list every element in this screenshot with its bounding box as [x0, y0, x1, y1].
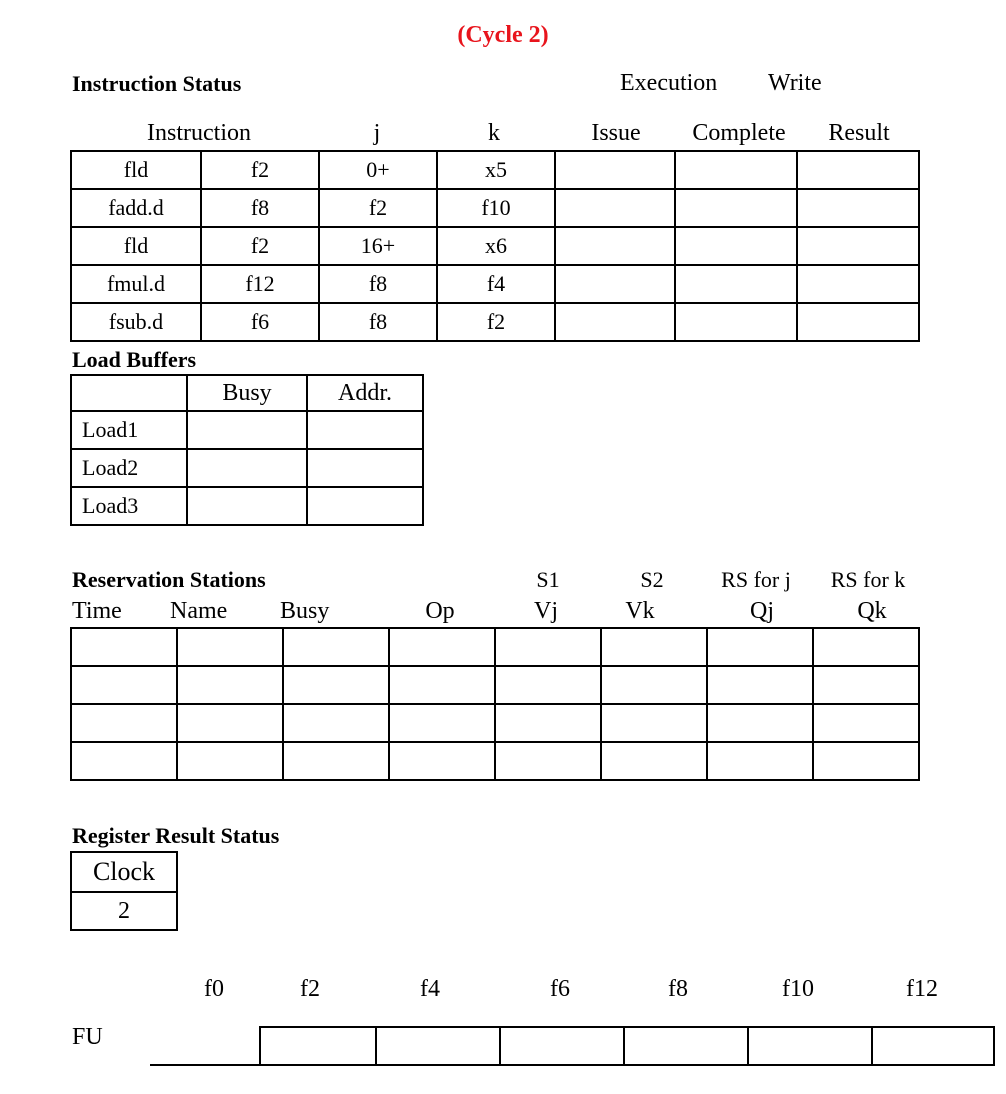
table-row — [71, 227, 919, 265]
result-cell — [797, 227, 919, 265]
table-row — [71, 892, 177, 930]
fu-cell — [150, 1027, 260, 1065]
addr-cell — [307, 411, 423, 449]
addr-col-header: Addr. — [307, 375, 423, 411]
table-row — [71, 704, 919, 742]
result-col-header: Result — [828, 120, 890, 146]
instruction-dest: f2 — [201, 151, 319, 189]
register-label: f4 — [420, 976, 440, 1002]
instruction-j: f8 — [319, 303, 437, 341]
rs-cell — [601, 666, 707, 704]
addr-cell — [307, 449, 423, 487]
name-col-header: Name — [170, 598, 228, 624]
issue-cell — [555, 151, 675, 189]
complete-col-header: Complete — [692, 120, 786, 146]
instruction-j: 16+ — [319, 227, 437, 265]
complete-cell — [675, 189, 797, 227]
qj-col-header: Qj — [750, 598, 774, 624]
table-row — [71, 375, 423, 411]
rs-cell — [707, 666, 813, 704]
table-row — [71, 411, 423, 449]
rs-cell — [495, 666, 601, 704]
table-row — [71, 666, 919, 704]
cycle-title: (Cycle 2) — [457, 22, 549, 48]
table-row — [71, 628, 919, 666]
rs-cell — [389, 666, 495, 704]
instruction-op: fld — [71, 227, 201, 265]
issue-cell — [555, 189, 675, 227]
qk-col-header: Qk — [857, 598, 887, 624]
instruction-op: fadd.d — [71, 189, 201, 227]
result-cell — [797, 303, 919, 341]
rs-cell — [601, 704, 707, 742]
fu-cell — [376, 1027, 500, 1065]
rs-cell — [283, 704, 389, 742]
instruction-k: x6 — [437, 227, 555, 265]
table-row — [71, 742, 919, 780]
rs-cell — [177, 704, 283, 742]
rs-cell — [283, 628, 389, 666]
register-result-status-title: Register Result Status — [72, 823, 280, 848]
clock-value: 2 — [71, 892, 177, 930]
rs-cell — [495, 628, 601, 666]
reservation-stations-table — [70, 627, 920, 781]
instruction-dest: f12 — [201, 265, 319, 303]
load-buffers-title: Load Buffers — [72, 347, 197, 372]
vk-col-header: Vk — [625, 598, 655, 624]
fu-table — [150, 1026, 995, 1066]
rs-cell — [283, 742, 389, 780]
clock-label: Clock — [71, 852, 177, 892]
rs-cell — [813, 704, 919, 742]
execution-header: Execution — [620, 70, 718, 96]
addr-cell — [307, 487, 423, 525]
rs-cell — [601, 628, 707, 666]
instruction-col-header: Instruction — [147, 120, 251, 146]
table-row — [71, 189, 919, 227]
fu-cell — [872, 1027, 994, 1065]
busy-col-header: Busy — [187, 375, 307, 411]
load-buffer-name: Load1 — [71, 411, 187, 449]
result-cell — [797, 151, 919, 189]
rs-cell — [707, 628, 813, 666]
rs-cell — [283, 666, 389, 704]
table-row — [71, 852, 177, 892]
write-header: Write — [768, 70, 822, 96]
rs-cell — [71, 742, 177, 780]
load-buffer-name: Load2 — [71, 449, 187, 487]
rs-cell — [389, 704, 495, 742]
instruction-dest: f2 — [201, 227, 319, 265]
busy-cell — [187, 487, 307, 525]
j-col-header: j — [373, 120, 381, 146]
rs-cell — [389, 628, 495, 666]
clock-box — [70, 851, 178, 931]
issue-cell — [555, 227, 675, 265]
instruction-k: f4 — [437, 265, 555, 303]
complete-cell — [675, 265, 797, 303]
load-buffers-table — [70, 374, 424, 526]
s2-header: S2 — [640, 567, 664, 592]
busy-cell — [187, 411, 307, 449]
register-label: f0 — [204, 976, 224, 1002]
instruction-status-title: Instruction Status — [72, 71, 242, 96]
rs-cell — [813, 666, 919, 704]
rs-cell — [601, 742, 707, 780]
time-col-header: Time — [72, 598, 122, 624]
rs-for-k-header: RS for k — [830, 567, 906, 592]
rs-for-j-header: RS for j — [721, 567, 791, 592]
result-cell — [797, 189, 919, 227]
fu-cell — [260, 1027, 376, 1065]
s1-header: S1 — [536, 567, 560, 592]
instruction-dest: f6 — [201, 303, 319, 341]
instruction-j: f2 — [319, 189, 437, 227]
rs-cell — [813, 628, 919, 666]
fu-cell — [624, 1027, 748, 1065]
register-label: f8 — [668, 976, 688, 1002]
busy-col-header: Busy — [280, 598, 330, 624]
rs-cell — [495, 704, 601, 742]
instruction-k: f10 — [437, 189, 555, 227]
table-row — [71, 303, 919, 341]
instruction-k: x5 — [437, 151, 555, 189]
instruction-op: fsub.d — [71, 303, 201, 341]
instruction-op: fld — [71, 151, 201, 189]
rs-cell — [389, 742, 495, 780]
register-label: f12 — [906, 976, 938, 1002]
reservation-stations-title: Reservation Stations — [72, 567, 266, 592]
complete-cell — [675, 151, 797, 189]
table-row — [150, 1027, 994, 1065]
rs-cell — [707, 742, 813, 780]
k-col-header: k — [488, 120, 500, 146]
complete-cell — [675, 303, 797, 341]
rs-cell — [495, 742, 601, 780]
fu-cell — [748, 1027, 872, 1065]
op-col-header: Op — [425, 598, 455, 624]
complete-cell — [675, 227, 797, 265]
fu-label: FU — [72, 1024, 103, 1050]
issue-col-header: Issue — [591, 120, 641, 146]
result-cell — [797, 265, 919, 303]
fu-cell — [500, 1027, 624, 1065]
rs-cell — [177, 742, 283, 780]
register-label: f10 — [782, 976, 814, 1002]
vj-col-header: Vj — [534, 598, 558, 624]
instruction-status-table — [70, 150, 920, 342]
instruction-dest: f8 — [201, 189, 319, 227]
rs-cell — [71, 704, 177, 742]
rs-cell — [707, 704, 813, 742]
rs-cell — [177, 666, 283, 704]
load-buffers-corner — [71, 375, 187, 411]
register-label: f2 — [300, 976, 320, 1002]
table-row — [71, 265, 919, 303]
instruction-op: fmul.d — [71, 265, 201, 303]
issue-cell — [555, 303, 675, 341]
table-row — [71, 151, 919, 189]
instruction-j: f8 — [319, 265, 437, 303]
rs-cell — [71, 628, 177, 666]
rs-cell — [71, 666, 177, 704]
table-row — [71, 487, 423, 525]
table-row — [71, 449, 423, 487]
issue-cell — [555, 265, 675, 303]
register-label: f6 — [550, 976, 570, 1002]
instruction-j: 0+ — [319, 151, 437, 189]
rs-cell — [813, 742, 919, 780]
instruction-k: f2 — [437, 303, 555, 341]
busy-cell — [187, 449, 307, 487]
rs-cell — [177, 628, 283, 666]
load-buffer-name: Load3 — [71, 487, 187, 525]
